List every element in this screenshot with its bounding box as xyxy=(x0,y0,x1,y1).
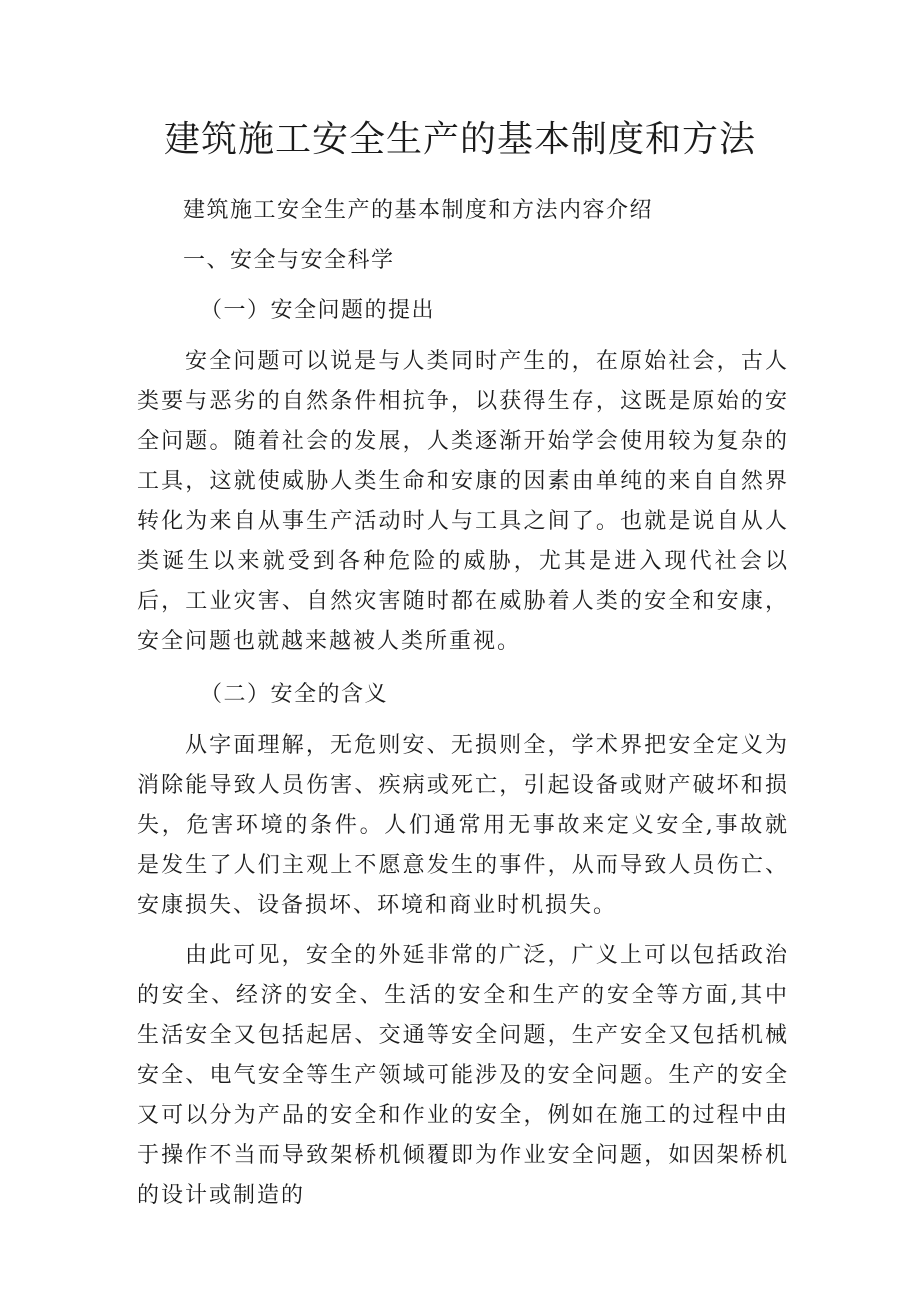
document-title: 建筑施工安全生产的基本制度和方法 xyxy=(163,119,756,160)
document-subtitle: 建筑施工安全生产的基本制度和方法内容介绍 xyxy=(183,198,654,223)
section-heading: 一、安全与安全科学 xyxy=(183,248,395,273)
body-paragraph: 从字面理解，无危则安、无损则全，学术界把安全定义为消除能导致人员伤害、疾病或死亡，引起设备或财产破坏和损失，危害环境的条件。人们通常用无事故来定义安全,事故就是发生了人们主观上不愿意发生的事件，从而导致人员伤亡、安康损失、设备损坏、环境和商业时机损失。 xyxy=(137,733,789,918)
subsection-heading: （一）安全问题的提出 xyxy=(200,298,436,323)
body-paragraph: 安全问题可以说是与人类同时产生的，在原始社会，古人类要与恶劣的自然条件相抗争，以获得生存，这既是原始的安全问题。随着社会的发展，人类逐渐开始学会使用较为复杂的工具，这就使威胁人类生命和安康的因素由单纯的来自自然界转化为来自从事生产活动时人与工具之间了。也就是说自从人类诞生以来就受到各种危险的威胁，尤其是进入现代社会以后，工业灾害、自然灾害随时都在威胁着人类的安全和安康，安全问题也就越来越被人类所重视。 xyxy=(137,349,789,654)
body-paragraph: 由此可见，安全的外延非常的广泛，广义上可以包括政治的安全、经济的安全、生活的安全和生产的安全等方面,其中生活安全又包括起居、交通等安全问题，生产安全又包括机械安全、电气安全等生产领域可能涉及的安全问题。生产的安全又可以分为产品的安全和作业的安全，例如在施工的过程中由于操作不当而导致架桥机倾覆即为作业安全问题，如因架桥机的设计或制造的 xyxy=(137,943,789,1208)
subsection-heading: （二）安全的含义 xyxy=(200,682,389,707)
